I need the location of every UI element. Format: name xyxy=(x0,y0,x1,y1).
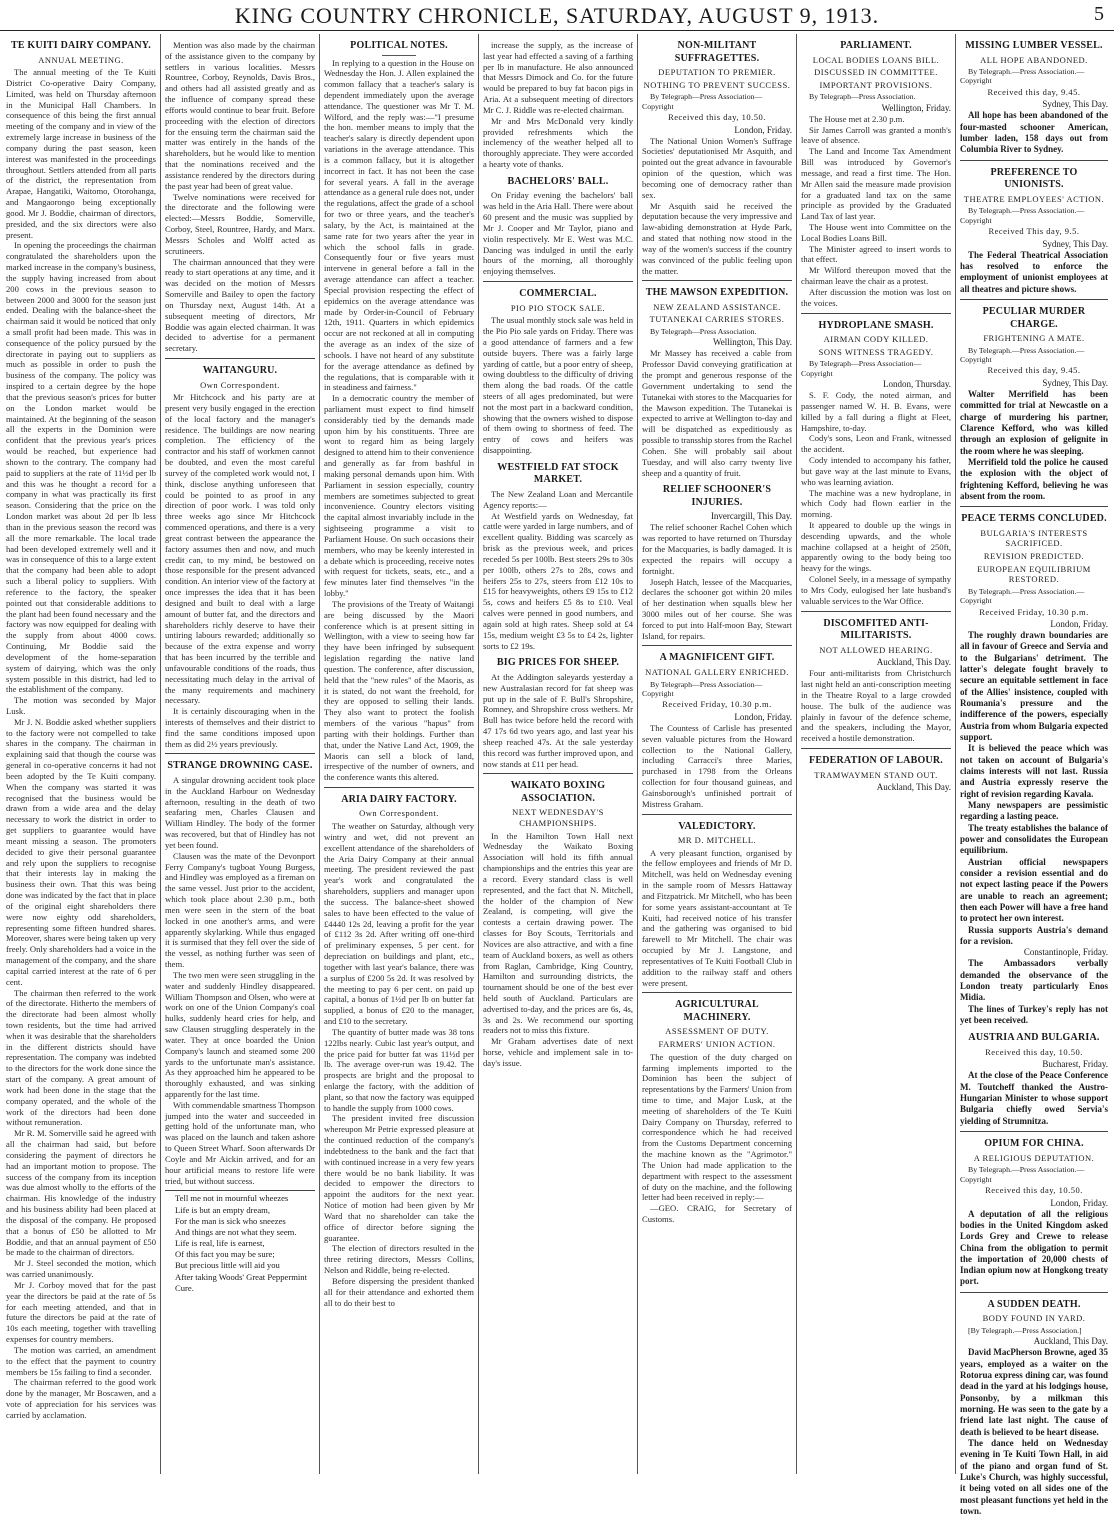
verse-line: But precious little will aid you xyxy=(175,1260,280,1271)
dateline: London, Friday. xyxy=(1050,619,1108,630)
verse-line: After taking Woods' Great Peppermint Cure. xyxy=(175,1271,307,1293)
column-5 xyxy=(638,34,796,1474)
article-divider xyxy=(642,280,792,281)
article-subheadline: BULGARIA'S INTERESTS SACRIFICED. xyxy=(980,527,1088,549)
received-time: Received this day, 9.45. xyxy=(987,365,1081,376)
column-3 xyxy=(320,34,478,1474)
article-subheadline: NOTHING TO PREVENT SUCCESS. xyxy=(643,79,791,90)
paragraph: Merrifield told the police he caused the explosion with the object of frightening Kefford, believing he was absent from the room. xyxy=(960,456,1108,501)
dateline: Wellington, This Day. xyxy=(712,337,792,348)
article-subheadline: REVISION PREDICTED. xyxy=(983,550,1085,561)
article-subheadline: TUTANEKAI CARRIES STORES. xyxy=(649,314,785,325)
paragraph: Mr and Mrs McDonald very kindly provided refreshments which the inclemency of the weather helped all to thoroughly appreciate. They were accorded a hearty vote of thanks. xyxy=(483,115,633,170)
paragraph: Sir James Carroll was granted a month's leave of absence. xyxy=(801,124,951,146)
dateline: Sydney, This Day. xyxy=(1042,99,1108,110)
paragraph: The relief schooner Rachel Cohen which was reported to have returned on Thursday for the Macquaries, is badly damaged. It is expected the repairs will occupy a fortnight. xyxy=(642,522,792,576)
paragraph: The National Union Women's Suffrage Societies' deputationised Mr Asquith, and pointed out the great advance in favourable opinion of the question, which was becoming one of democracy rather than sex. xyxy=(642,135,792,200)
article-divider xyxy=(960,1292,1108,1293)
article-headline: PEACE TERMS CONCLUDED. xyxy=(961,513,1107,525)
verse-line: Life is but an empty dream, xyxy=(175,1204,270,1215)
article-subheadline: LOCAL BODIES LOANS BILL. xyxy=(812,54,940,65)
paragraph: A singular drowning accident took place in the Auckland Harbour on Wednesday afternoon, resulting in the death of two seafaring men, Charles Clausen and William Hindley. The body of the former was recovered, but that of Hindley has not yet been found. xyxy=(165,774,315,850)
paragraph: Mr J. N. Boddie asked whether suppliers to the factory were not compelled to take shares in the company. The chairman in explaining said that though the course was general in co-operative concerns it had not been adopted by the Te Kuiti company. When the company was started it was recognised that the business would be drawn from a wide area and the delay necessary to work the district in order to get suppliers to guarantee would have meant missing a season. The promoters decided to give their personal guarantee and rely upon the suppliers to recognise that their interests lay in making the business their own. That this was being done was indicated by the fact that in place of the original eight shareholders there were now eighty odd shareholders, representing some fifteen hundred shares. Moreover, shares were being taken up very freely. Only shareholders had a voice in the management of the company, and the share capital carried interest at the rate of 6 per cent. xyxy=(6,716,156,987)
article-byline: Own Correspondent. xyxy=(359,808,439,819)
paragraph: In a democratic country the member of parliament must expect to find himself considerably tied by the demands made upon him by his constituents. Three are wont to regard him as being largely designed to attend him to their convenience and generally as far from bashful in making personal demands upon him. With Parliament in session especially, country members are sometimes subjected to great inconvenience. Country electors visiting the capital almost invariably include in the sightseeing programme a visit to Parliament House. On such occasions their members, who may be keenly interested in a debate which is proceeding, receive notes with request for tickets, seats, etc., and a few minutes later find themselves "in the lobby." xyxy=(324,393,474,599)
article-subheadline: A RELIGIOUS DEPUTATION. xyxy=(973,1152,1095,1163)
paragraph: The election of directors resulted in the three retiring directors, Messrs Collins, Nelson and Riddle, being re-elected. xyxy=(324,1243,474,1276)
dateline: Wellington, Friday. xyxy=(881,102,951,113)
paragraph: Clausen was the mate of the Devonport Ferry Company's tugboat Young Burgess, and Hindley was employed as a fireman on the same vessel. Just prior to the accident, which took place about 2.30 p.m., both men were seen in the stern of the boat locked in one another's arms, and were apparently skylarking. While thus engaged it is surmised that they fell over the side of the vessel, as nothing further was seen of them. xyxy=(165,850,315,970)
verse-line: For the man is sick who sneezes xyxy=(175,1215,286,1226)
article-subheadline: FARMERS' UNION ACTION. xyxy=(658,1039,776,1050)
article-headline: WAIKATO BOXING ASSOCIATION. xyxy=(510,780,606,804)
paragraph: Mr R. M. Somerville said he agreed with all the chairman had said, but before considering the payment of directors he had an important motion to propose. The success of the company from its inception was due almost wholly to the efforts of the chairman. His knowledge of the industry and his business ability had been placed at the disposal of the company. He proposed that a bonus of £50 be allotted to Mr Boddie, and that an annual payment of £50 be made to the chairman of directors. xyxy=(6,1128,156,1258)
paragraph: Mention was also made by the chairman of the assistance given to the company by settlers in various localities. Messrs Rountree, Corboy, Reynolds, Davis Bros., and others had all assisted greatly and as the influence of company spread these efforts would continue to bear fruit. Before proceeding with the election of directors for the ensuing term the chairman said the matter was entirely in the hands of the shareholders, but he would like to mention that the nominations received and the assistance rendered by the directors during the past year had been of great value. xyxy=(165,40,315,191)
paragraph: The chairman then referred to the work of the directorate. Hitherto the members of the directorate had been almost wholly town residents, but the time had arrived when it was desirable that the shareholders in the different districts should have representation. The company was indebted to the directors for the work done since the start of the company. A great amount of work had been done in the stage that the company operated, and the whole of the work of the directors had been done without remuneration. xyxy=(6,987,156,1128)
paragraph: A very pleasant function, organised by the fellow employees and friends of Mr D. Mitchell, was held on Wednesday evening in the sample room of Messrs Hattaway and Fitzpatrick. Mr Mitchell, who has been for some years assistant-accountant at Te Kuiti, had received notice of his transfer and the gathering was organised to bid farewell to Mr Mitchell. The chair was occupied by Mr J. Langstone, and representatives of Te Kuiti Football Club in addition to the railway staff and others were present. xyxy=(642,847,792,988)
article-headline: OPIUM FOR CHINA. xyxy=(984,1138,1084,1150)
article-subheadline: THEATRE EMPLOYEES' ACTION. xyxy=(963,193,1105,204)
article-subheadline: BODY FOUND IN YARD. xyxy=(982,1313,1086,1324)
paragraph: Cody's sons, Leon and Frank, witnessed the accident. xyxy=(801,433,951,455)
article-subheadline: DISCUSSED IN COMMITTEE. xyxy=(814,67,938,78)
article-divider xyxy=(483,281,633,282)
paragraph: In replying to a question in the House on Wednesday the Hon. J. Allen explained the common fallacy that a teacher's salary is dependent immediately upon the average attendance. The questioner was Mr T. M. Wilford, and the reply was:—"I presume the hon. member means to imply that the teacher's salary is directly dependent upon variations in the average attendance. This is a common fallacy, but it is altogether incorrect in fact. It has not been the case for several years. A fall in the average attendance as a general rule does not, under the regulations, affect the grade of a school for two or three years, and the teacher's salary, by the Act, is maintained at the same rate for two years after the year in which the school falls in grade. Consequently four or five years must intervene in general before a fall in the average attendance can affect a teacher. Special provision respecting the effect of epidemics on the average attendance was made by Order-in-Council of February 12th, 1911. Quarters in which epidemics occur are not reckoned at all in computing the average as an index of the size of schools. I have not heard of any substitute for the average attendance as defined by the regulations, that is comparable with it in steadiness and fairness." xyxy=(324,57,474,393)
paragraph: On Friday evening the bachelors' ball was held in the Aria Hall. There were about 60 present and the music was supplied by Mr J. Cooper and Mr Taylor, piano and violin respectively. Mr E. West was M.C. Dancing was indulged in until the early hours of the morning, all thoroughly enjoying themselves. xyxy=(483,190,633,277)
paragraph: Before dispersing the president thanked all for their attendance and exhorted them all to do their best to xyxy=(324,1275,474,1308)
article-divider xyxy=(801,313,951,314)
paragraph: The dance held on Wednesday evening in Te Kuiti Town Hall, in aid of the piano and organ fund of St. Luke's Church, was highly successful, it being voted on all sides one of the most pleasant functions yet held in the town. xyxy=(960,1437,1108,1516)
article-headline: AUSTRIA AND BULGARIA. xyxy=(968,1032,1100,1044)
newspaper-title: KING COUNTRY CHRONICLE, SATURDAY, AUGUST 9, 1913. xyxy=(234,3,880,28)
paragraph: The two men were seen struggling in the water and suddenly Hindley disappeared. William Thompson and Olsen, who were at work on one of the Union Company's coal hulks, suddenly heard cries for help, and saw Clausen struggling desperately in the water. They at once boarded the Union Company's launch and steamed some 200 yards to the unfortunate man's assistance. As they approached him he appeared to be thoroughly exhausted, and was sinking apparently for the last time. xyxy=(165,969,315,1099)
masthead xyxy=(0,0,1114,31)
article-subheadline: IMPORTANT PROVISIONS. xyxy=(819,79,933,90)
article-headline: BIG PRICES FOR SHEEP. xyxy=(496,657,620,669)
paragraph: A deputation of all the religious bodies in the United Kingdom asked Lords Grey and Crewe to release China from the obligation to permit the importation of 20,000 chests of Indian opium now at Hongkong treaty port. xyxy=(960,1208,1108,1287)
paragraph: The chairman announced that they were ready to start operations at any time, and it was decided on the motion of Messrs Somerville and Bailey to open the factory on Thursday next, August 14th. At a subsequent meeting of directors, Mr Boddie was again elected chairman. It was decided to advertise for a permanent secretary. xyxy=(165,256,315,354)
article-headline: THE MAWSON EXPEDITION. xyxy=(645,287,789,299)
article-subheadline: DEPUTATION TO PREMIER. xyxy=(658,67,776,77)
dateline: Invercargill, This Day. xyxy=(710,511,792,522)
column-1 xyxy=(2,34,160,1474)
article-subheadline: EUROPEAN EQUILIBRIUM RESTORED. xyxy=(977,563,1091,585)
dateline: Auckland, This Day. xyxy=(876,782,951,793)
wire-credit: By Telegraph—Press Association—Copyright xyxy=(642,92,763,111)
paragraph: All hope has been abandoned of the four-masted schooner American, lumber laden, 158 days out from Columbia River to Sydney. xyxy=(960,110,1108,155)
paragraph: Mr Asquith said he received the deputation because the very impressive and law-abiding demonstration at Hyde Park, and stated that nothing now stood in the way of the women's success if the country was convinced of the public feeling upon the matter. xyxy=(642,200,792,276)
signature: —GEO. CRAIG, for Secretary of Customs. xyxy=(642,1203,792,1225)
paragraph: Mr Hitchcock and his party are at present very busily engaged in the erection of the local factory and the manager's residence. The buildings are now nearing completion. The efficiency of the contractor and his staff of workmen cannot be doubted, and even the most careful survey of the completed work would not, I think, disclose anything unforeseen that could be pointed to as proof in any direction of poor work. I was told only three weeks ago since Mr Hitchcock commenced operations, and there is a very great contrast between the appearance the factory assumes then and now, and much credit can, to my mind, be bestowed on those responsible for the present advanced condition. An interior view of the factory at once impresses the idea that it has been designed and built to deal with a large amount of butter fat, and the directors and shareholders richly deserve to have their untiring labours rewarded; additionally so because of the extra expense and worry that has been incurred by the terrible and unfavourable conditions of the roads, thus necessitating much delay in the arrival of the many requirements and machinery necessary. xyxy=(165,392,315,706)
article-headline: VALEDICTORY. xyxy=(678,820,756,832)
article-headline: AGRICULTURAL MACHINERY. xyxy=(675,999,759,1023)
received-time: Received this day, 10.50. xyxy=(668,111,766,122)
wire-credit: By Telegraph.—Press Association.—Copyright xyxy=(960,1165,1085,1184)
paragraph: It appeared to double up the wings in descending upwards, and the whole machine collapsed at a height of 250ft, apparently owing to the body being too heavy for the wings. xyxy=(801,520,951,574)
paragraph: The weather on Saturday, although very wintry and wet, did not prevent an excellent attendance of the shareholders of the Aria Dairy Company at their annual meeting. The president reviewed the past year's work and congratulated the shareholders, suppliers and manager upon the success. The balance-sheet showed sales to have been effected to the value of £4440 12s 2d, leaving a profit for the year of £112 3s 2d. After writing off one-third of preliminary expenses, 5 per cent. for depreciation on buildings and plant, etc., together with last year's balance, there was a surplus of £200 5s 2d. It was resolved by the meeting to pay 6 per cent. on paid up capital, a bonus of 1½d per lb on butter fat supplied, a bonus of £20 to the manager, and £10 to the secretary. xyxy=(324,821,474,1027)
paragraph: Austrian official newspapers consider a revision essential and do not expect lasting peace if the Powers are unable to reach an agreement; then each Power will have a free hand to protect her own interest. xyxy=(960,856,1108,924)
article-headline: RELIEF SCHOONER'S INJURIES. xyxy=(662,484,772,508)
article-subheadline: TRAMWAYMEN STAND OUT. xyxy=(814,769,938,780)
received-time: Received Friday, 10.30 p.m. xyxy=(662,699,772,710)
article-subheadline: FRIGHTENING A MATE. xyxy=(983,333,1085,343)
received-time: Received this day, 10.50. xyxy=(985,1046,1083,1057)
dateline: Bucharest, Friday. xyxy=(1042,1059,1108,1070)
paragraph: The provisions of the Treaty of Waitangi are being discussed by the Maori conference which is at present sitting in Wellington, with a view to seeing how far they have been infringed by subsequent legislation regarding the native land question. The conference, after discussion, held that the "new rules" of the Maoris, as it is stated, do not want the freehold, for they are opposed to selling their lands. They also want to protect the foolish members of the various "hapus" from parting with their holdings. Further than that, under the Native Land Act, 1909, the Maoris can sell a block of land, irrespective of the number of owners, and the conference wants this altered. xyxy=(324,598,474,783)
received-time: Received Friday, 10.30 p.m. xyxy=(979,606,1089,617)
paragraph: Walter Merrifield has been committed for trial at Newcastle on a charge of murdering his partner, Clarence Kefford, who was killed through an explosion of gelignite in the room where he was sleeping. xyxy=(960,388,1108,456)
paragraph: The roughly drawn boundaries are all in favour of Greece and Servia and to the Bulgarians' detriment. The latter's delegate fought bravely to secure an equitable settlement in face of the Allies' insistence, coupled with Roumania's pressure and the indifference of the powers, especially Austria from whom Bulgaria expected support. xyxy=(960,630,1108,743)
article-subheadline: NATIONAL GALLERY ENRICHED. xyxy=(645,666,789,677)
paragraph: Four anti-militarists from Christchurch last night held an anti-conscription meeting in the Theatre Royal to a large crowded house. The bulk of the audience was plainly in favour of the defence scheme, and the speakers, including the Mayor, received a hostile demonstration. xyxy=(801,668,951,744)
article-headline: PECULIAR MURDER CHARGE. xyxy=(982,306,1086,330)
article-divider xyxy=(165,358,315,359)
article-divider xyxy=(960,506,1108,507)
dateline: London, Friday. xyxy=(1050,1197,1108,1208)
paragraph: The motion was seconded by Major Lusk. xyxy=(6,695,156,716)
article-divider xyxy=(642,992,792,993)
article-headline: PARLIAMENT. xyxy=(840,40,912,51)
paragraph: It is certainly discouraging when in the interests of themselves and their district to find the same conditions imposed upon them as did 2½ years previously. xyxy=(165,706,315,749)
wire-credit: By Telegraph—Press Association. xyxy=(650,327,757,337)
verse-line: Life is real, life is earnest, xyxy=(175,1238,265,1249)
article-subheadline: AIRMAN CODY KILLED. xyxy=(823,334,929,345)
dateline: Constantinople, Friday. xyxy=(1023,947,1108,958)
page-number: 5 xyxy=(1094,3,1104,25)
dateline: Sydney, This Day. xyxy=(1042,377,1108,388)
article-subheadline: MR D. MITCHELL. xyxy=(677,835,757,846)
dateline: Auckland, This Day. xyxy=(876,657,951,668)
paragraph: The New Zealand Loan and Mercantile Agency reports:— xyxy=(483,488,633,510)
article-divider xyxy=(960,160,1108,161)
paragraph: The Minister agreed to insert words to that effect. xyxy=(801,243,951,265)
article-divider xyxy=(165,753,315,754)
article-divider xyxy=(483,773,633,774)
article-divider xyxy=(960,299,1108,300)
article-subheadline: ALL HOPE ABANDONED. xyxy=(980,54,1088,65)
wire-credit: By Telegraph—Press Association—Copyright xyxy=(642,679,763,698)
paragraph: At the close of the Peace Conference M. Toutcheff thanked the Austro-Hungarian Minister to whose support Bulgaria chiefly owed Servia's yielding of Strumnitza. xyxy=(960,1070,1108,1126)
article-subheadline: NOT ALLOWED HEARING. xyxy=(819,644,933,655)
paragraph: Cody intended to accompany his father, but gave way at the last minute to Evans, who was learning aviation. xyxy=(801,455,951,487)
paragraph: Mr J. Steel seconded the motion, which was carried unanimously. xyxy=(6,1258,156,1280)
column-4 xyxy=(479,34,637,1474)
article-headline: POLITICAL NOTES. xyxy=(350,40,448,51)
paragraph: The question of the duty charged on farming implements imported to the Dominion has been the subject of representations by the Farmers' Union from time to time, and Major Lusk, at the meeting of shareholders of the Te Kuiti Dairy Company on Thursday, referred to correspondence which he had received from the Customs Department concerning the machine known as the "Agrimotor." The Union had made application to the department with respect to the assessment of duty on the machine, and the following letter had been received in reply:— xyxy=(642,1051,792,1203)
paragraph: The motion was carried, an amendment to the effect that the payment to country members be 15s failing to find a seconder. xyxy=(6,1344,156,1377)
wire-credit: By Telegraph—Press Association. xyxy=(809,92,916,102)
paragraph: The quantity of butter made was 38 tons 122lbs nearly. Cubic last year's output, and the price paid for butter fat was 11½d per lb. The average over-run was 19.42. The prospects are bright and the proposal to enlarge the factory, with the addition of plant, so that now the factory was equipped to handle the supply from 1000 cows. xyxy=(324,1026,474,1113)
article-headline: FEDERATION OF LABOUR. xyxy=(809,755,943,767)
column-2 xyxy=(161,34,319,1474)
paragraph: S. F. Cody, the noted airman, and passenger named W. H. B. Evans, were killed by a fall during a flight at Fleet, Hampshire, to-day. xyxy=(801,390,951,433)
verse-line: Tell me not in mournful wheezes xyxy=(175,1193,289,1204)
article-headline: ARIA DAIRY FACTORY. xyxy=(341,793,457,805)
article-headline: NON-MILITANT SUFFRAGETTES. xyxy=(674,40,760,64)
column-7 xyxy=(956,34,1112,1516)
paragraph: In the Hamilton Town Hall next Wednesday the Waikato Boxing Association will hold its fifth annual championships and the entries this year are a record. Every standard class is well represented, and the fact that N. Mitchell, the holder of the champion of New Zealand, is competing, will give the contests a certain drawing power. The classes for Boy Scouts, Territorials and Novices are also attractive, and with a fine team of Auckland boxers, as well as others from Raglan, Cambridge, King Country, Hamilton and surrounding districts, the tournament should be one of the best ever held south of Auckland. Particulars are advertised to-day, and the prices are 6s, 4s, 3s and 2s. We recommend our sporting readers not to miss this fixture. xyxy=(483,830,633,1036)
received-time: Received This day, 9.5. xyxy=(988,226,1080,237)
article-subheadline: ASSESSMENT OF DUTY. xyxy=(665,1026,769,1037)
paragraph: At Westfield yards on Wednesday, fat cattle were yarded in large numbers, and of excellent quality. Bidding was scarcely as brisk as the previous week, and prices receded 5s per 100lb. Best steers 29s to 30s per 100lb, others 27s to 28s, cows and heifers 25s to 27s, steers from £12 10s to £15 for heavyweights, others £9 15s to £12 5s, cows and heifers £5 8s to £10. Veal calves were penned in good numbers, and again sold at high rates. Sheep sold at £4 15s, medium weight £3 5s to £4 2s, lighter sorts to £2 19s. xyxy=(483,510,633,651)
paragraph: After discussion the motion was lost on the voices. xyxy=(801,286,951,308)
article-divider xyxy=(642,814,792,815)
paragraph: The Countess of Carlisle has presented seven valuable pictures from the Howard collection to the National Gallery, including Carracci's three Maries, purchased in 1798 from the Orleans collection for four thousand guineas, and Gainsborough's unfinished portrait of Mistress Graham. xyxy=(642,722,792,809)
wire-credit: By Telegraph—Press Association—Copyright xyxy=(801,359,922,378)
paragraph: The annual meeting of the Te Kuiti District Co-operative Dairy Company, Limited, was held on Thursday afternoon in the Municipal Hall Chambers. In consequence of this being the first annual meeting of the company and in view of the extremely large increase in business of the company during the past season, keen interest was manifested in the proceedings throughout. Settlers attended from all parts of the district, the representation from Arapae, Hangatiki, Waitomo, Otorohanga, and Mangaorongo being exceptionally good. Mr J. Boddie, chairman of directors, presided, and the six directors were also present. xyxy=(6,67,156,240)
article-headline: TE KUITI DAIRY COMPANY. xyxy=(10,40,151,51)
paragraph: At the Addington saleyards yesterday a new Australasian record for fat sheep was put up in the sale of F. Bull's Shropshire, Romney, and Shropshire cross wethers. Mr Bull has twice before held the record with 47 17s 6d two years ago, and last year his sheep reached 47s. At the sale yesterday this record was further improved upon, and now stands at £11 per head. xyxy=(483,671,633,769)
article-subheadline: NEW ZEALAND ASSISTANCE. xyxy=(653,301,781,312)
paragraph: Mr Graham advertises date of next horse, vehicle and implement sale in to-day's issue. xyxy=(483,1036,633,1068)
paragraph: In opening the proceedings the chairman congratulated the shareholders upon the marked increase in the company's business, the supply having increased from about 200 cows in the previous season to between 2000 and 3000 for the season just ended. Dealing with the balance-sheet the chairman said it would be noticed that only a small profit had been made. This was in consequence of the policy pursued by the directorate in paying out to suppliers as much as possible in order to push the business of the company. The policy was inspired to a certain degree by the hope that the previous season's prices for butter on the London market would be maintained. At the beginning of the season all the experts in the Dominion were confident that the previous year's prices would be reached, but experience had shown to the contrary. The company had paid to suppliers at the rate of 11½d per lb and this was he thought a record for a company in what was practically its first season. Considering that the price on the London market was about 2d per lb less than in the previous season the record was all the more remarkable. The local trade had been developed extremely well and it was in consequence of this to a large extent that the company had been able to adopt such a liberal policy to suppliers. With reference to the factory, the speaker pointed out that considerable additions to the plant had been found necessary and the factory was now equipped for dealing with the supply from about 4000 cows. Continuing, Mr Boddie said the development of the home-separation system of dairying, which was the only system possible in this district, had led to the establishment of the company. xyxy=(6,240,156,695)
verse-line: And things are not what they seem. xyxy=(175,1226,297,1237)
dateline: London, Thursday. xyxy=(883,379,951,390)
paragraph: The treaty establishes the balance of power and consolidates the European equilibrium. xyxy=(960,822,1108,856)
wire-credit: By Telegraph.—Press Association.—Copyright xyxy=(960,586,1085,606)
paragraph: The lines of Turkey's reply has not yet been received. xyxy=(960,1003,1108,1025)
article-headline: PREFERENCE TO UNIONISTS. xyxy=(990,166,1078,191)
wire-credit: By Telegraph.—Press Association.—Copyright xyxy=(960,206,1085,225)
wire-credit: By Telegraph.—Press Association.—Copyright xyxy=(960,67,1085,86)
paragraph: The chairman referred to the good work done by the manager, Mr Boscawen, and a vote of appreciation for his services was carried by acclamation. xyxy=(6,1377,156,1420)
paragraph: Many newspapers are pessimistic regarding a lasting peace. xyxy=(960,800,1108,822)
received-time: Received this day, 10.50. xyxy=(985,1184,1083,1195)
article-divider xyxy=(801,748,951,749)
paragraph: With commendable smartness Thompson jumped into the water and succeeded in getting hold of the unfortunate man, who was placed on the launch and taken ashore to Queen Street Wharf. Soon afterwards Dr Coyle and Mr Aickin arrived, and for an hour artificial means to restore life were tried, but without success. xyxy=(165,1099,315,1186)
article-headline: A SUDDEN DEATH. xyxy=(987,1298,1081,1310)
article-headline: COMMERCIAL. xyxy=(519,288,597,300)
article-divider xyxy=(324,787,474,788)
paragraph: David MacPherson Browne, aged 35 years, employed as a waiter on the Rotorua express dining car, was found dead in the yard at his lodgings house, Ponsonby, by a milkman this morning. He was seen to the gate by a friend late last night. The cause of death is believed to be heart disease. xyxy=(960,1347,1108,1437)
paragraph: The Federal Theatrical Association has resolved to enforce the employment of unionist employees at all theatres and picture shows. xyxy=(960,249,1108,294)
paragraph: The usual monthly stock sale was held in the Pio Pio sale yards on Friday. There was a good attendance of farmers and a few outside buyers. There was a fairly large yarding of cattle, but a poor entry of sheep, owing doubtless to the difficulty of driving them along the bad roads. Of the cattle steers of all ages predominated, but were not the most part in a backward condition, showing that the owners wished to dispose of them owing to shortness of feed. The entry of cows and heifers was disappointing. xyxy=(483,315,633,456)
paragraph: Joseph Hatch, lessee of the Macquaries, declares the schooner got within 20 miles of her destination when squalls blew her 3000 miles out of her course. She was forced to put into Half-moon Bay, Stewart Island, for repairs. xyxy=(642,576,792,641)
article-subheadline: ANNUAL MEETING. xyxy=(38,54,124,65)
article-subheadline: NEXT WEDNESDAY'S CHAMPIONSHIPS. xyxy=(512,807,604,828)
paragraph: The president invited free discussion whereupon Mr Petrie expressed pleasure at the continued reduction of the company's indebtedness to the bank and the fact that with continued increase in a very few years there would be no bank liability. It was decided to empower the directors to appoint the auditors for the next year. Notice of motion had been given by Mr Ward that no shareholder can take the office of director before signing the guarantee. xyxy=(324,1113,474,1243)
received-time: Received this day, 9.45. xyxy=(987,86,1081,97)
article-subheadline: SONS WITNESS TRAGEDY. xyxy=(818,346,934,357)
article-headline: WESTFIELD FAT STOCK MARKET. xyxy=(497,461,619,486)
paragraph: It is believed the peace which was not taken on account of Bulgaria's claims interests will not last. Russia and Austria expressly reserve the right of revision regarding Kavala. xyxy=(960,743,1108,799)
article-headline: WAITANGURU. xyxy=(202,365,278,377)
paragraph: The machine was a new hydroplane, in which Cody had flown earlier in the morning. xyxy=(801,487,951,520)
paragraph: Mr J. Corboy moved that for the past year the directors be paid at the rate of 5s for each meeting attended, and that in future the directors be paid at the rate of 10s each meeting, together with travelling expenses for country members. xyxy=(6,1279,156,1345)
paragraph: The Ambassadors verbally demanded the observance of the London treaty particularly Enos Midia. xyxy=(960,958,1108,1003)
dateline: London, Friday. xyxy=(734,124,792,135)
article-divider xyxy=(801,611,951,612)
column-6 xyxy=(797,34,955,1474)
article-headline: BACHELORS' BALL. xyxy=(507,175,609,187)
dateline: Auckland, This Day. xyxy=(1033,1336,1108,1347)
paragraph: The House went into Committee on the Local Bodies Loans Bill. xyxy=(801,222,951,243)
paragraph: Twelve nominations were received for the directorate and the following were elected:—Messrs Boddie, Somerville, Corboy, Steel, Rountree, Hardy, and Marx. Messrs Scholes and Wolff acted as scrutineers. xyxy=(165,191,315,256)
article-headline: MISSING LUMBER VESSEL. xyxy=(965,40,1103,51)
article-headline: STRANGE DROWNING CASE. xyxy=(167,760,313,772)
paragraph: Colonel Seely, in a message of sympathy to Mrs Cody, eulogised her late husband's valuable services to the War Office. xyxy=(801,574,951,606)
article-subheadline: PIO PIO STOCK SALE. xyxy=(510,302,606,313)
verse-line: Of this fact you may be sure; xyxy=(175,1249,275,1260)
article-headline: DISCOMFITED ANTI-MILITARISTS. xyxy=(823,617,929,642)
wire-credit: [By Telegraph.—Press Association.] xyxy=(968,1325,1082,1335)
paragraph: Mr Massey has received a cable from Professor David conveying gratification at the prompt and generous response of the Government undertaking to send the Tutanekai with stores to the Macquaries for the Mawson expedition. The Tutanekai is expected to arrive at Wellington to-day and will be dispatched as expeditiously as possible to transship stores from the Rachel Cohen. She will probably sail about Tuesday, and will also carry twenty live sheep and a quantity of fruit. xyxy=(642,348,792,478)
article-byline: Own Correspondent. xyxy=(200,379,280,390)
paragraph: Mr Wilford thereupon moved that the chairman leave the chair as a protest. xyxy=(801,265,951,287)
dateline: London, Friday. xyxy=(734,711,792,722)
paragraph: increase the supply, as the increase of last year had effected a saving of a farthing per lb in manufacture. He also announced that Messrs Dimock and Co. for the future would be prepared to buy fat bacon pigs in Aria. At a subsequent meeting of directors Mr C. J. Riddle was re-elected chairman. xyxy=(483,40,633,115)
short-rule xyxy=(382,55,416,56)
article-divider xyxy=(960,1131,1108,1132)
advertisement-verse xyxy=(175,1193,315,1294)
article-headline: HYDROPLANE SMASH. xyxy=(818,319,934,331)
wire-credit: By Telegraph.—Press Association.—Copyright xyxy=(960,345,1085,364)
article-divider xyxy=(642,645,792,646)
paragraph: Russia supports Austria's demand for a revision. xyxy=(960,924,1108,947)
paragraph: The Land and Income Tax Amendment Bill was introduced by Governor's message, and read a first time. The Hon. Mr Allen said the measure made provision for a graduated land tax on the same principle as provided by the Graduated Land Tax of last year. xyxy=(801,146,951,222)
dateline: Sydney, This Day. xyxy=(1042,238,1108,249)
article-divider xyxy=(165,1190,315,1191)
article-headline: A MAGNIFICENT GIFT. xyxy=(659,652,775,664)
paragraph: The House met at 2.30 p.m. xyxy=(809,113,905,124)
